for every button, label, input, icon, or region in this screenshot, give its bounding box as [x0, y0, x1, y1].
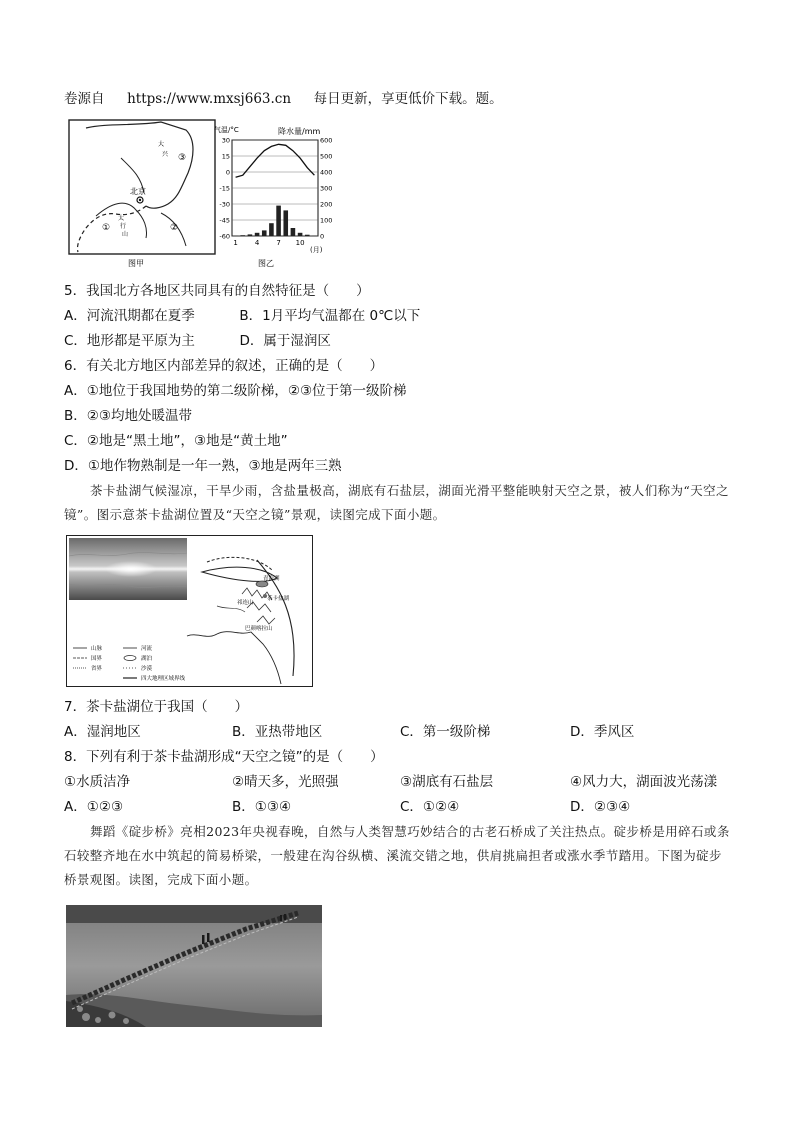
- chart-precip-bar: [240, 235, 245, 236]
- chart-right-tick: 200: [320, 200, 333, 209]
- figure-map-north-china: [66, 118, 218, 270]
- chart-left-tick: -30: [219, 200, 230, 209]
- chart-caption: 图乙: [258, 259, 274, 268]
- label-qinghai-lake: 青海湖: [263, 576, 280, 582]
- figure-climate-chart: [214, 124, 354, 270]
- q5-option-a[interactable]: A．河流汛期都在夏季: [64, 308, 195, 324]
- chart-right-tick: 400: [320, 168, 333, 177]
- chart-precip-bar: [305, 235, 310, 236]
- q7-option-c[interactable]: C．第一级阶梯: [400, 724, 491, 740]
- q8-option-c[interactable]: C．①②④: [400, 799, 460, 815]
- map-label-da: 大: [158, 141, 165, 148]
- chart-x-tick: 10: [295, 239, 305, 247]
- map-label-hang: 行: [120, 223, 127, 230]
- chart-left-tick: 0: [225, 168, 230, 177]
- header-url[interactable]: https://www.mxsj663.cn: [127, 91, 292, 107]
- chart-precip-bar: [255, 233, 260, 236]
- chart-ticks: [219, 137, 332, 248]
- chart-temperature-line: [236, 144, 315, 177]
- chart-right-tick: 500: [320, 152, 333, 161]
- q7-option-b[interactable]: B．亚热带地区: [232, 724, 323, 740]
- figure-chaka: [66, 535, 313, 687]
- chart-right-tick: 300: [320, 184, 333, 193]
- q6-option-b[interactable]: B．②③均地处暖温带: [64, 408, 192, 424]
- map-legend: [73, 644, 186, 682]
- label-chaka: 茶卡盐湖: [267, 596, 290, 602]
- q5-stem: 5．我国北方各地区共同具有的自然特征是（ ）: [64, 283, 370, 299]
- chart-left-tick: -45: [219, 216, 230, 225]
- chart-right-unit: 降水量/mm: [278, 127, 321, 136]
- q7-option-d[interactable]: D．季风区: [570, 724, 635, 740]
- chart-precip-bar: [283, 210, 288, 236]
- legend-border: 国界: [91, 656, 103, 662]
- map-label-1: ①: [102, 223, 111, 233]
- header-prefix: 卷源自: [64, 91, 105, 107]
- figure-bridge-photo: [66, 905, 322, 1027]
- map-caption: 图甲: [128, 259, 144, 268]
- legend-mountain: 山脉: [91, 646, 103, 652]
- chart-left-tick: 30: [221, 136, 230, 145]
- q8-options: [64, 798, 744, 816]
- chart-right-tick: 600: [320, 136, 333, 145]
- map-label-2: ②: [170, 223, 179, 233]
- passage-dingbu-bridge: 舞蹈《碇步桥》亮相2023年央视春晚，自然与人类智慧巧妙结合的古老石桥成了关注热点。碇步桥是用碎石或条石较整齐地在水中筑起的简易桥梁，一般建在沟谷纵横、溪流交错之地，供肩挑扁担者或涨水季节踏用。下图为碇步桥景观图。读图，完成下面小题。: [64, 824, 730, 887]
- q7-options: [64, 723, 744, 741]
- q6-option-a[interactable]: A．①地位于我国地势的第二级阶梯，②③位于第一级阶梯: [64, 383, 407, 399]
- q8-statement-1: ①水质洁净: [64, 774, 131, 790]
- q5-options-cd: [64, 332, 331, 350]
- chart-right-tick: 100: [320, 216, 333, 225]
- legend-province: 省界: [91, 666, 103, 672]
- legend-desert: 沙漠: [141, 666, 153, 672]
- header-suffix: 每日更新，享更低价下载。题。: [313, 91, 503, 107]
- q8-stem: 8．下列有利于茶卡盐湖形成“天空之镜”的是（ ）: [64, 749, 384, 765]
- chart-precip-bar: [262, 230, 267, 236]
- chart-left-tick: 15: [221, 152, 230, 161]
- legend-region-line: 四大地理区域界线: [141, 676, 186, 682]
- passage-chaka: 茶卡盐湖气候湿凉，干旱少雨，含盐量极高，湖底有石盐层，湖面光滑平整能映射天空之景，被人们称为“天空之镜”。图示意茶卡盐湖位置及“天空之镜”景观，读图完成下面小题。: [64, 483, 729, 522]
- chart-right-tick: 0: [320, 232, 325, 241]
- header-line: [64, 90, 503, 108]
- map-label-3: ③: [178, 153, 187, 163]
- chart-month-unit: (月): [310, 246, 323, 254]
- q6-option-d[interactable]: D．①地作物熟制是一年一熟，③地是两年三熟: [64, 458, 342, 474]
- map-label-tai: 太: [118, 215, 125, 222]
- chart-precip-bar: [298, 233, 303, 236]
- q8-statements: [64, 773, 744, 791]
- q8-statement-2: ②晴天多，光照强: [232, 774, 339, 790]
- q6-stem: 6．有关北方地区内部差异的叙述，正确的是（ ）: [64, 358, 384, 374]
- q8-option-d[interactable]: D．②③④: [570, 799, 631, 815]
- chart-x-tick: 7: [276, 239, 281, 247]
- chart-x-tick: 4: [254, 239, 260, 247]
- q8-option-a[interactable]: A．①②③: [64, 799, 124, 815]
- chart-frame: [232, 140, 318, 236]
- q8-statement-3: ③湖底有石盐层: [400, 774, 494, 790]
- map-label-beijing: 北京: [130, 187, 146, 196]
- chart-left-tick: -60: [219, 232, 230, 241]
- q6-option-c[interactable]: C．②地是“黑土地”，③地是“黄土地”: [64, 433, 288, 449]
- q5-options-ab: [64, 307, 420, 325]
- legend-lake: 湖泊: [141, 656, 153, 662]
- chart-precip-bar: [269, 223, 274, 236]
- q8-option-b[interactable]: B．①③④: [232, 799, 292, 815]
- label-range2: 巴颜喀拉山: [245, 626, 273, 632]
- legend-river: 河流: [141, 646, 153, 652]
- q7-stem: 7．茶卡盐湖位于我国（ ）: [64, 699, 249, 715]
- chart-precip-bars: [233, 206, 316, 236]
- chart-precip-bar: [248, 234, 253, 236]
- label-range: 祁连山: [237, 600, 254, 606]
- chart-precip-bar: [291, 228, 296, 236]
- map-label-xing: 兴: [162, 151, 169, 158]
- q7-option-a[interactable]: A．湿润地区: [64, 724, 141, 740]
- q5-option-c[interactable]: C．地形都是平原为主: [64, 333, 195, 349]
- q8-statement-4: ④风力大，湖面波光荡漾: [570, 774, 718, 790]
- chart-left-tick: -15: [219, 184, 230, 193]
- map-label-shan: 山: [122, 231, 129, 238]
- chart-left-unit: 气温/°C: [214, 126, 239, 134]
- chart-x-tick: 1: [233, 239, 238, 247]
- chart-precip-bar: [276, 206, 281, 236]
- q5-option-d[interactable]: D．属于湿润区: [239, 333, 331, 349]
- q5-option-b[interactable]: B．1月平均气温都在 0℃以下: [239, 308, 421, 324]
